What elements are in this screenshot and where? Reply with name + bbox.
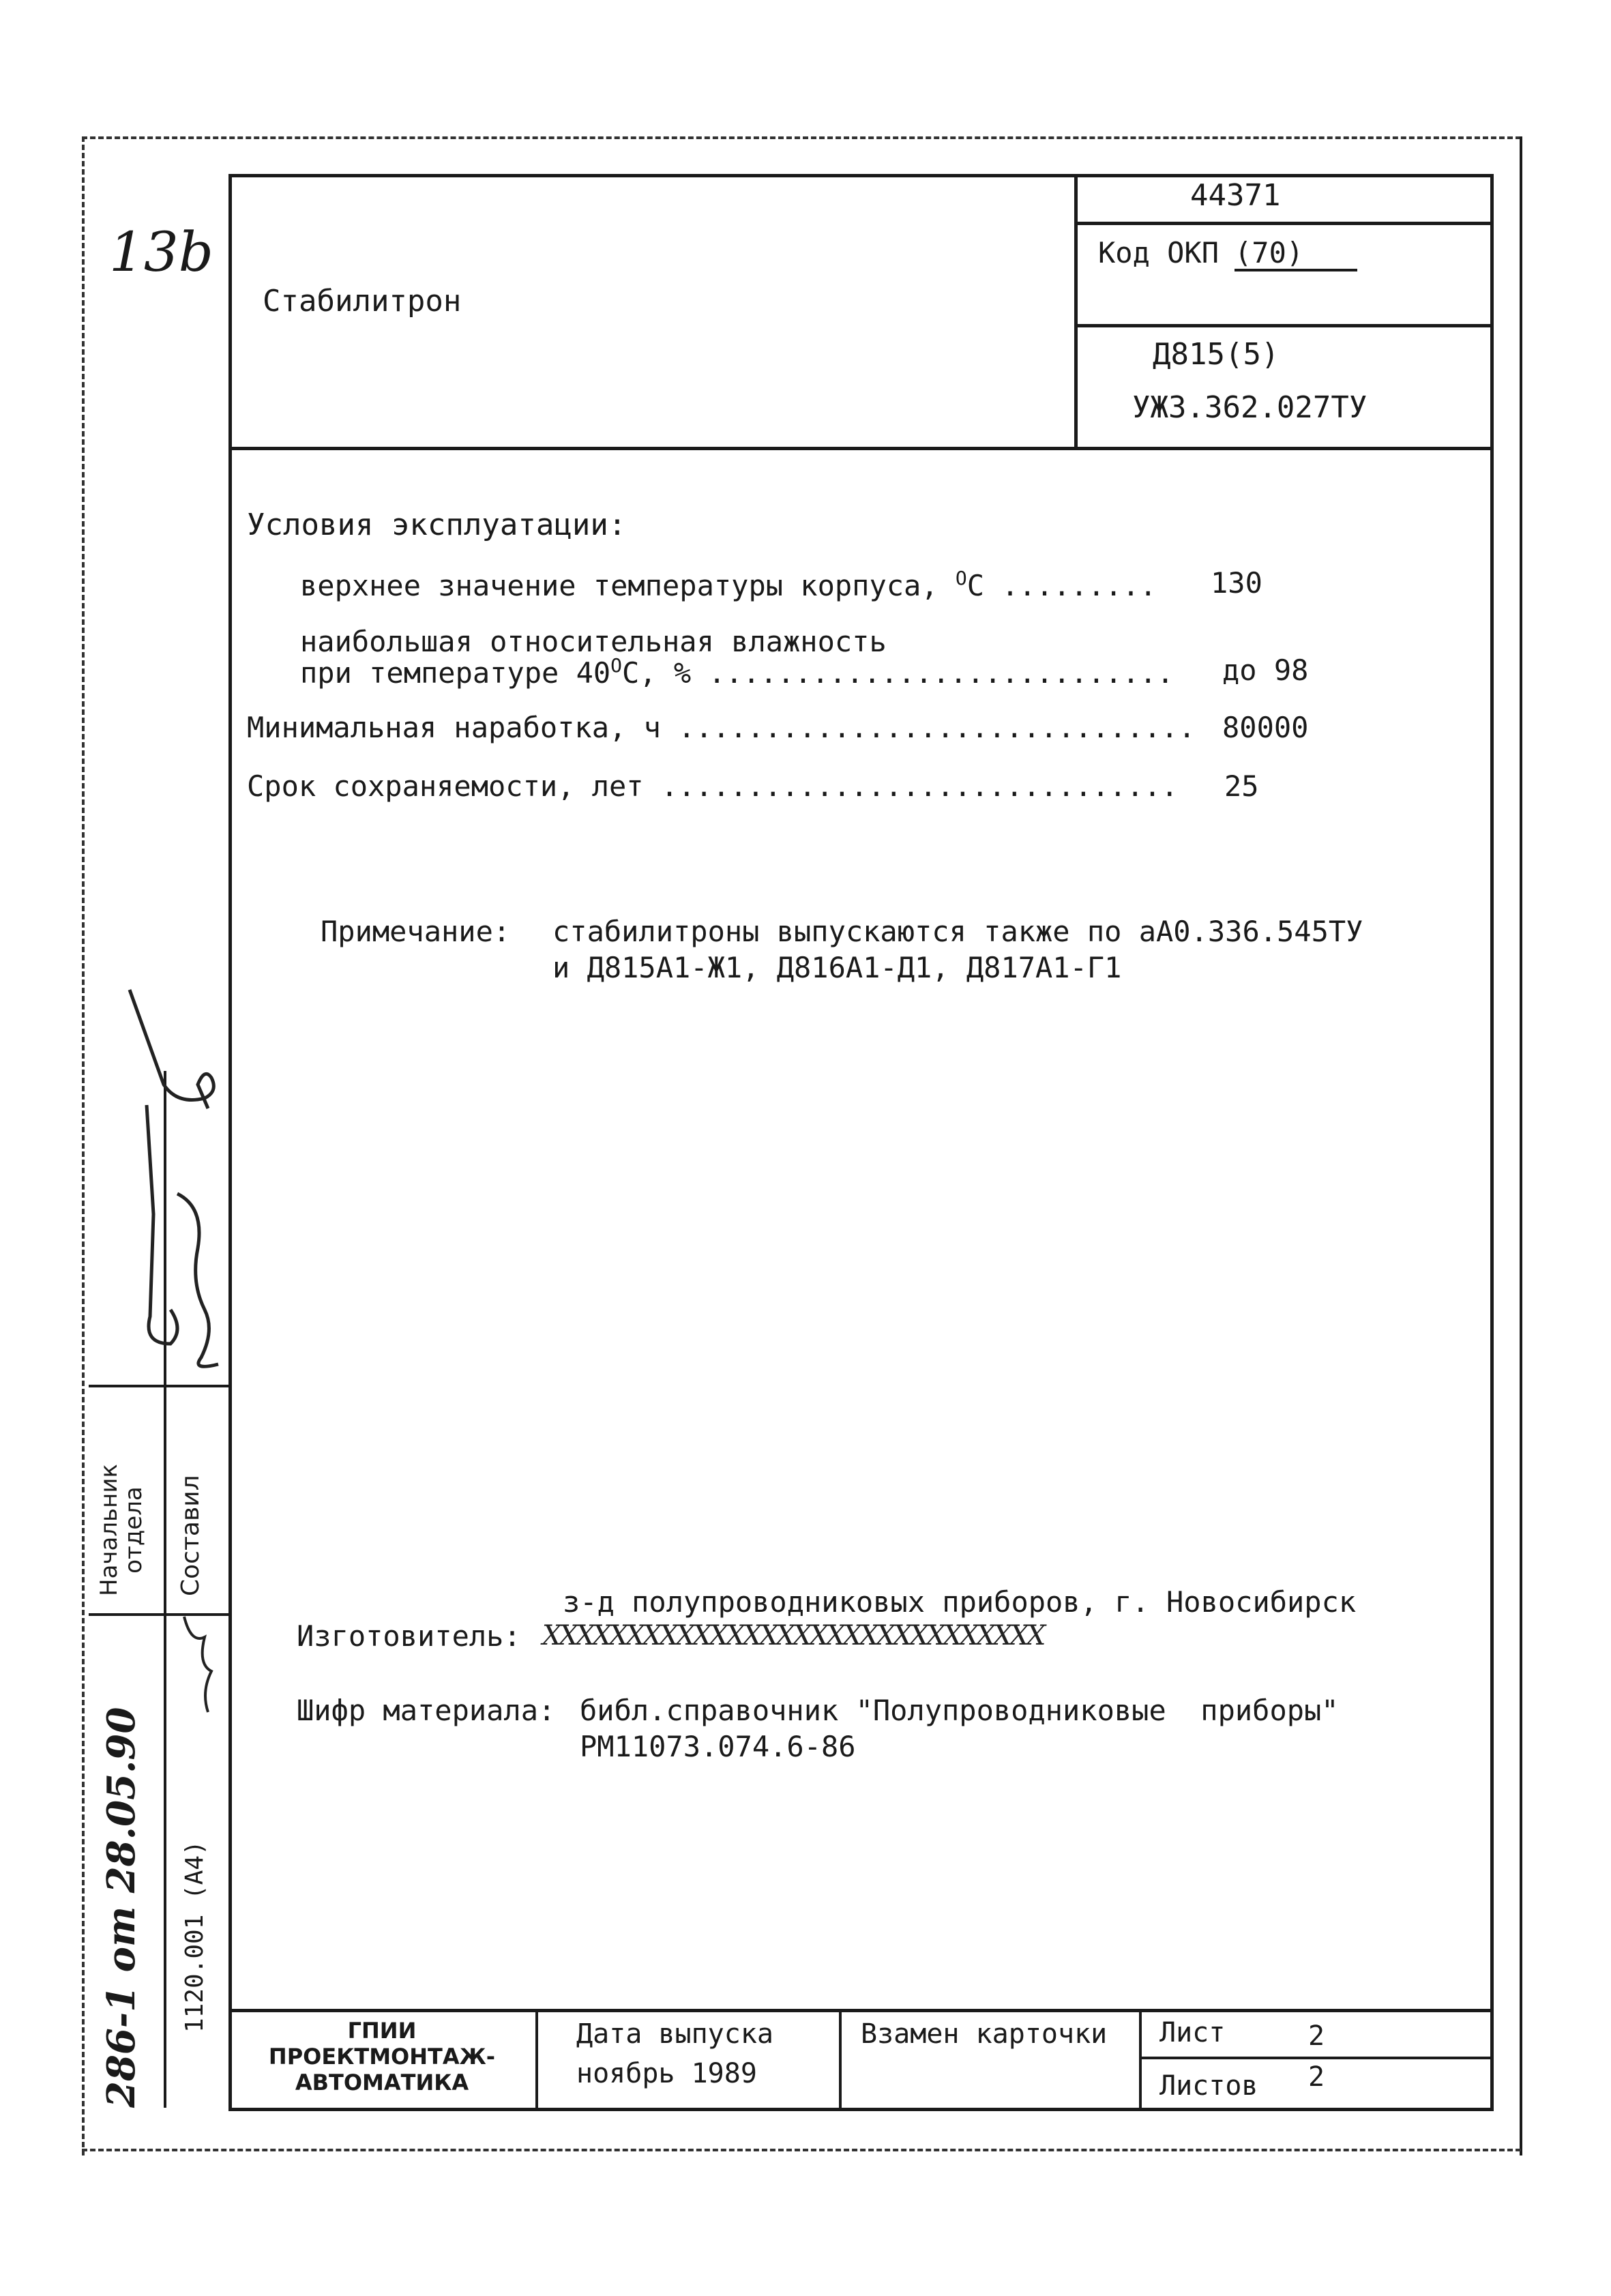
footer-sheet-value: 2 [1308, 2020, 1325, 2052]
product-code: 44371 [1190, 178, 1281, 213]
footer-issue-value: ноябрь 1989 [576, 2058, 757, 2089]
footer-bottom-line [228, 2108, 1494, 2111]
product-name: Стабилитрон [263, 284, 462, 319]
note-line2: и Д815А1-Ж1, Д816А1-Д1, Д817А1-Г1 [552, 951, 1122, 984]
footer-sheet-label: Лист [1159, 2017, 1226, 2048]
temp-dots: ......... [984, 569, 1157, 602]
right-border [1520, 136, 1522, 2155]
header-okp-line [1074, 324, 1494, 327]
humidity-value: до 98 [1222, 653, 1309, 687]
header-divider [1074, 174, 1078, 447]
footer-sheets-value: 2 [1308, 2061, 1325, 2093]
footer-sheet-line [1139, 2057, 1494, 2059]
humidity-label-rest: С, % ........................... [622, 656, 1174, 690]
frame-top-line [228, 174, 1494, 177]
footer-issue-label: Дата выпуска [576, 2018, 773, 2050]
temp-value: 130 [1211, 566, 1262, 600]
humidity-label: при температуре 40 [300, 656, 611, 690]
okp-label: Код ОКП [1098, 236, 1220, 269]
note-line1: стабилитроны выпускаются также по аА0.336.545ТУ [552, 915, 1363, 948]
temp-label: верхнее значение температуры корпуса, [300, 569, 956, 602]
temp-row [300, 569, 1157, 600]
product-type: Д815(5) [1153, 337, 1280, 372]
footer-organization: ГПИИ ПРОЕКТМОНТАЖ- АВТОМАТИКА [268, 2018, 496, 2095]
okp-value: (70) [1235, 239, 1357, 271]
footer-divider-1 [535, 2009, 538, 2111]
param-row-storage: Срок сохраняемости, лет .............................. [247, 769, 1179, 803]
humidity-line1: наибольшая относительная влажность [300, 625, 887, 658]
footer-top-line [228, 2009, 1494, 2012]
param-value-storage: 25 [1224, 769, 1259, 803]
side-head-label: Начальник отдела [95, 1464, 147, 1596]
material-line1: библ.справочник "Полупроводниковые приборы" [580, 1694, 1339, 1727]
footer-divider-3 [1139, 2009, 1142, 2111]
side-handwritten-note: 286-1 от 28.05.90 [99, 1707, 144, 2108]
footer-replace-label: Взамен карточки [861, 2018, 1108, 2050]
manufacturer-struck-text: XXXXXXXXXXXXXXXXXXXXXXXXXXXXXX [542, 1620, 1044, 1651]
spec-number: УЖ3.362.027ТУ [1132, 390, 1368, 425]
temp-unit: С [966, 569, 985, 602]
manufacturer-label: Изготовитель: [297, 1619, 521, 1653]
param-value-min-operation: 80000 [1222, 711, 1309, 744]
manufacturer-value: з-д полупроводниковых приборов, г. Новосибирск [563, 1585, 1357, 1619]
note-label: Примечание: [321, 915, 511, 948]
handwritten-page-number: 13b [109, 220, 214, 284]
side-composer-label: Составил [177, 1475, 205, 1596]
material-line2: РМ11073.074.6-86 [580, 1730, 856, 1763]
material-label: Шифр материала: [297, 1694, 556, 1727]
header-bottom-line [228, 447, 1494, 450]
conditions-title: Условия эксплуатации: [247, 507, 627, 542]
footer-divider-2 [839, 2009, 842, 2111]
humidity-degree: О [610, 654, 623, 677]
param-row-min-operation: Минимальная наработка, ч .............................. [247, 711, 1196, 744]
footer-sheets-label: Листов [1159, 2070, 1258, 2102]
left-dashed-border [82, 136, 85, 2155]
header-code-line [1074, 222, 1494, 225]
humidity-row [300, 656, 1174, 688]
frame-right-line [1490, 174, 1494, 2111]
temp-degree: О [955, 567, 967, 589]
side-form-code: 1120.001 (А4) [181, 1840, 209, 2033]
top-dashed-border [82, 136, 1521, 139]
bottom-dashed-border [82, 2149, 1521, 2151]
signature-scribbles [89, 989, 246, 1753]
